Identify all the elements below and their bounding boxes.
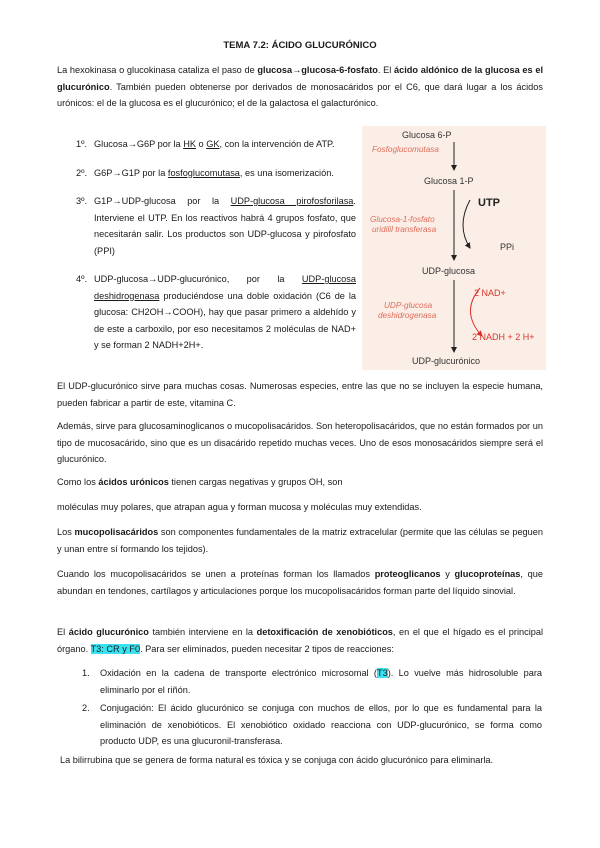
steps-list: [76, 136, 356, 354]
label-utp: UTP: [478, 197, 500, 209]
node-glucosa-6p: Glucosa 6-P: [402, 130, 452, 140]
enzyme-transferasa-1: Glucosa-1-fosfato: [370, 215, 435, 224]
highlight-t3-cr-f0: T3: CR y F0: [90, 643, 141, 654]
paragraph-bilirrubina: La bilirrubina que se genera de forma natural es tóxica y se conjuga con ácido glucurónico para eliminarla.: [60, 755, 494, 765]
paragraph-uronicos: Como los ácidos urónicos tienen cargas negativas y grupos OH, son: [57, 477, 343, 487]
enzyme-fosfoglucomutasa: Fosfoglucomutasa: [372, 145, 439, 154]
step-4: 4º. UDP-glucosa→UDP-glucurónico, por la UDP-glucosa deshidrogenasa produciéndose una doble oxidación (C6 de la glucosa: CH2OH→COOH), hay que pasar primero a aldehído y de este a carboxilo, por eso necesitamos 2 moléculas de NAD+ y se forman 2 NADH+2H+.: [76, 274, 356, 350]
paragraph-detoxificacion: El ácido glucurónico también interviene en la detoxificación de xenobióticos, en el que el hígado es el principal órgano. T3: CR y F0. Para ser eliminados, pueden necesitar 2 tipos de reacciones:: [57, 627, 544, 654]
list-item-oxidacion: 1. Oxidación en la cadena de transporte electrónico microsomal (T3). Lo vuelve más hidrosoluble para eliminarlo por el riñón.: [82, 668, 543, 695]
step-1: 1º. Glucosa→G6P por la HK o GK, con la intervención de ATP.: [76, 139, 335, 149]
enzyme-deshidrogenasa-2: deshidrogenasa: [378, 311, 437, 320]
utp-curve: [463, 200, 470, 248]
step-3: 3º. G1P→UDP-glucosa por la UDP-glucosa pirofosforilasa. Interviene el UTP. En los reactivos habrá 4 grupos fosfato, que necesitarán salir. Los productos son UDP-glucosa y pirofosfato (PPI): [76, 196, 356, 256]
step-2: 2º. G6P→G1P por la fosfoglucomutasa, es una isomerización.: [76, 167, 334, 178]
node-udp-glucosa: UDP-glucosa: [422, 266, 476, 276]
page-title: TEMA 7.2: ÁCIDO GLUCURÓNICO: [223, 40, 377, 51]
pathway-diagram: [362, 126, 546, 370]
node-glucosa-1p: Glucosa 1-P: [424, 176, 474, 186]
paragraph-proteoglicanos: Cuando los mucopolisacáridos se unen a proteínas forman los llamados proteoglicanos y glucoproteínas, que abundan en tendones, cartílagos y articulaciones porque los mucopolisacáridos forman parte del líquido sinovial.: [57, 569, 543, 596]
node-udp-glucuronico: UDP-glucurónico: [412, 356, 481, 366]
list-item-conjugacion: 2. Conjugación: El ácido glucurónico se conjuga con muchos de ellos, por lo que es fundamental para la eliminación de xenobióticos. El xenobiótico oxidado reacciona con UDP-glucurónico, se forma como producto UDP, es una glucuronil-transferasa.: [82, 703, 542, 746]
paragraph-udp: El UDP-glucurónico sirve para muchas cosas. Numerosas especies, entre las que no se incluyen la especie humana, pueden fabricar a partir de este, vitamina C.: [57, 381, 543, 408]
paragraph-mucopolisacaridos: Los mucopolisacáridos son componentes fundamentales de la matriz extracelular (permite que las células se peguen y unan entre sí formando los tejidos).: [57, 527, 543, 554]
pathway-svg: [362, 126, 546, 370]
label-nadh: 2 NADH + 2 H+: [472, 332, 535, 342]
enzyme-transferasa-2: uridilil transferasa: [372, 225, 437, 234]
paragraph-ademas: Además, sirve para glucosaminoglicanos o mucopolisacáridos. Son heteropolisacáridos, que no están formados por un tipo de mucosacárido, sino que es un disacárido repetido muchas veces. Uno de esos monosacáridos siempre será el glucurónico.: [57, 421, 543, 464]
enzyme-deshidrogenasa-1: UDP-glucosa: [384, 301, 433, 310]
reaction-list: [82, 665, 542, 750]
paragraph-moleculas: moléculas muy polares, que atrapan agua y forman mucosa y moléculas muy extendidas.: [57, 502, 422, 512]
highlight-t3: T3: [376, 668, 388, 678]
intro-paragraph: La hexokinasa o glucokinasa cataliza el paso de glucosa→glucosa-6-fosfato. El ácido aldónico de la glucosa es el glucurónico. También pueden obtenerse por derivados de monosacáridos por el C6, que dará lugar a los ácidos urónicos: el de la glucosa es el glucurónico; el de la galactosa el galacturónico.: [57, 65, 544, 108]
label-nad: 2 NAD+: [474, 288, 506, 298]
label-ppi: PPi: [500, 242, 515, 252]
